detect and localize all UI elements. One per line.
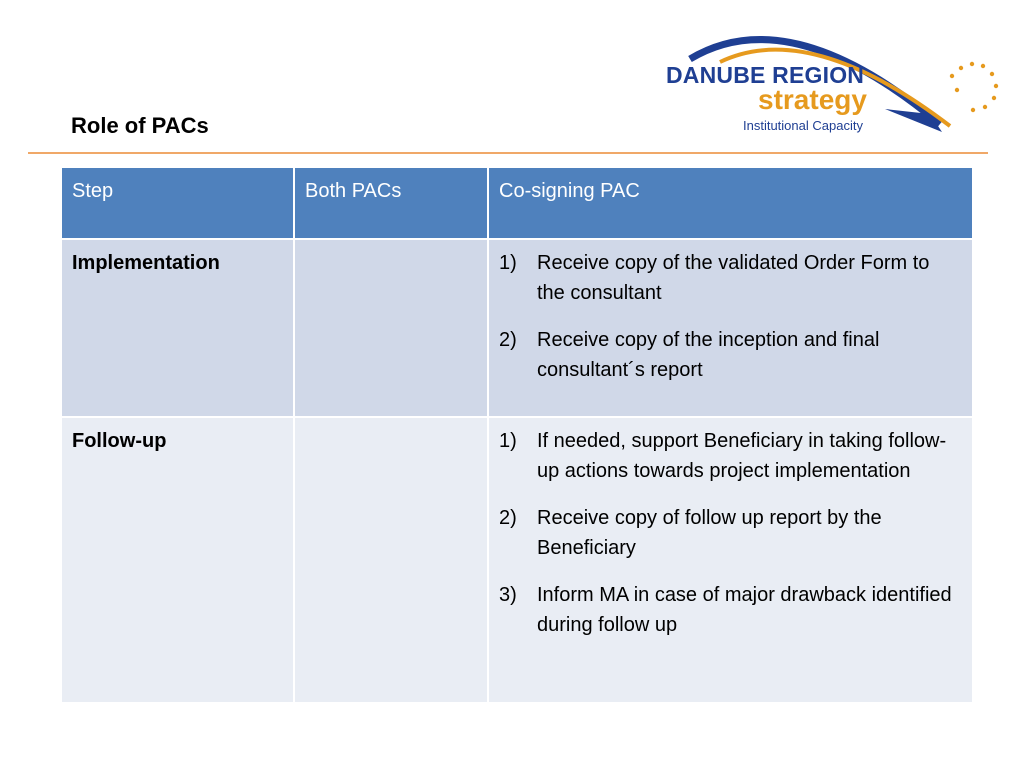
both-pacs-cell <box>294 239 488 417</box>
table-row <box>61 239 973 417</box>
eu-stars-icon <box>950 62 998 112</box>
table-row <box>61 417 973 703</box>
both-pacs-cell <box>294 417 488 703</box>
list-item: 1) Receive copy of the validated Order Form to the consultant <box>499 252 930 304</box>
logo-tagline: Institutional Capacity <box>743 118 863 133</box>
list-item: 2) Receive copy of follow up report by the Beneficiary <box>499 507 882 559</box>
logo-subtitle: strategy <box>758 84 867 115</box>
page-title: Role of PACs <box>71 113 209 138</box>
header-step: Step <box>61 167 294 239</box>
list-item: 1) If needed, support Beneficiary in taking follow-up actions towards project implementation <box>499 430 947 482</box>
roles-table <box>60 166 974 704</box>
header-cosigning-pac: Co-signing PAC <box>488 167 973 239</box>
logo-title: DANUBE REGION <box>666 62 865 88</box>
table-header-row <box>61 167 973 239</box>
cosigning-cell <box>488 239 973 417</box>
cosigning-cell <box>488 417 973 703</box>
title-divider <box>28 152 988 154</box>
danube-region-logo <box>660 14 1010 144</box>
step-cell: Implementation <box>61 239 294 417</box>
header-both-pacs: Both PACs <box>294 167 488 239</box>
list-item: 2) Receive copy of the inception and final consultant´s report <box>499 329 880 381</box>
list-item: 3) Inform MA in case of major drawback identified during follow up <box>499 584 952 636</box>
step-cell: Follow-up <box>61 417 294 703</box>
